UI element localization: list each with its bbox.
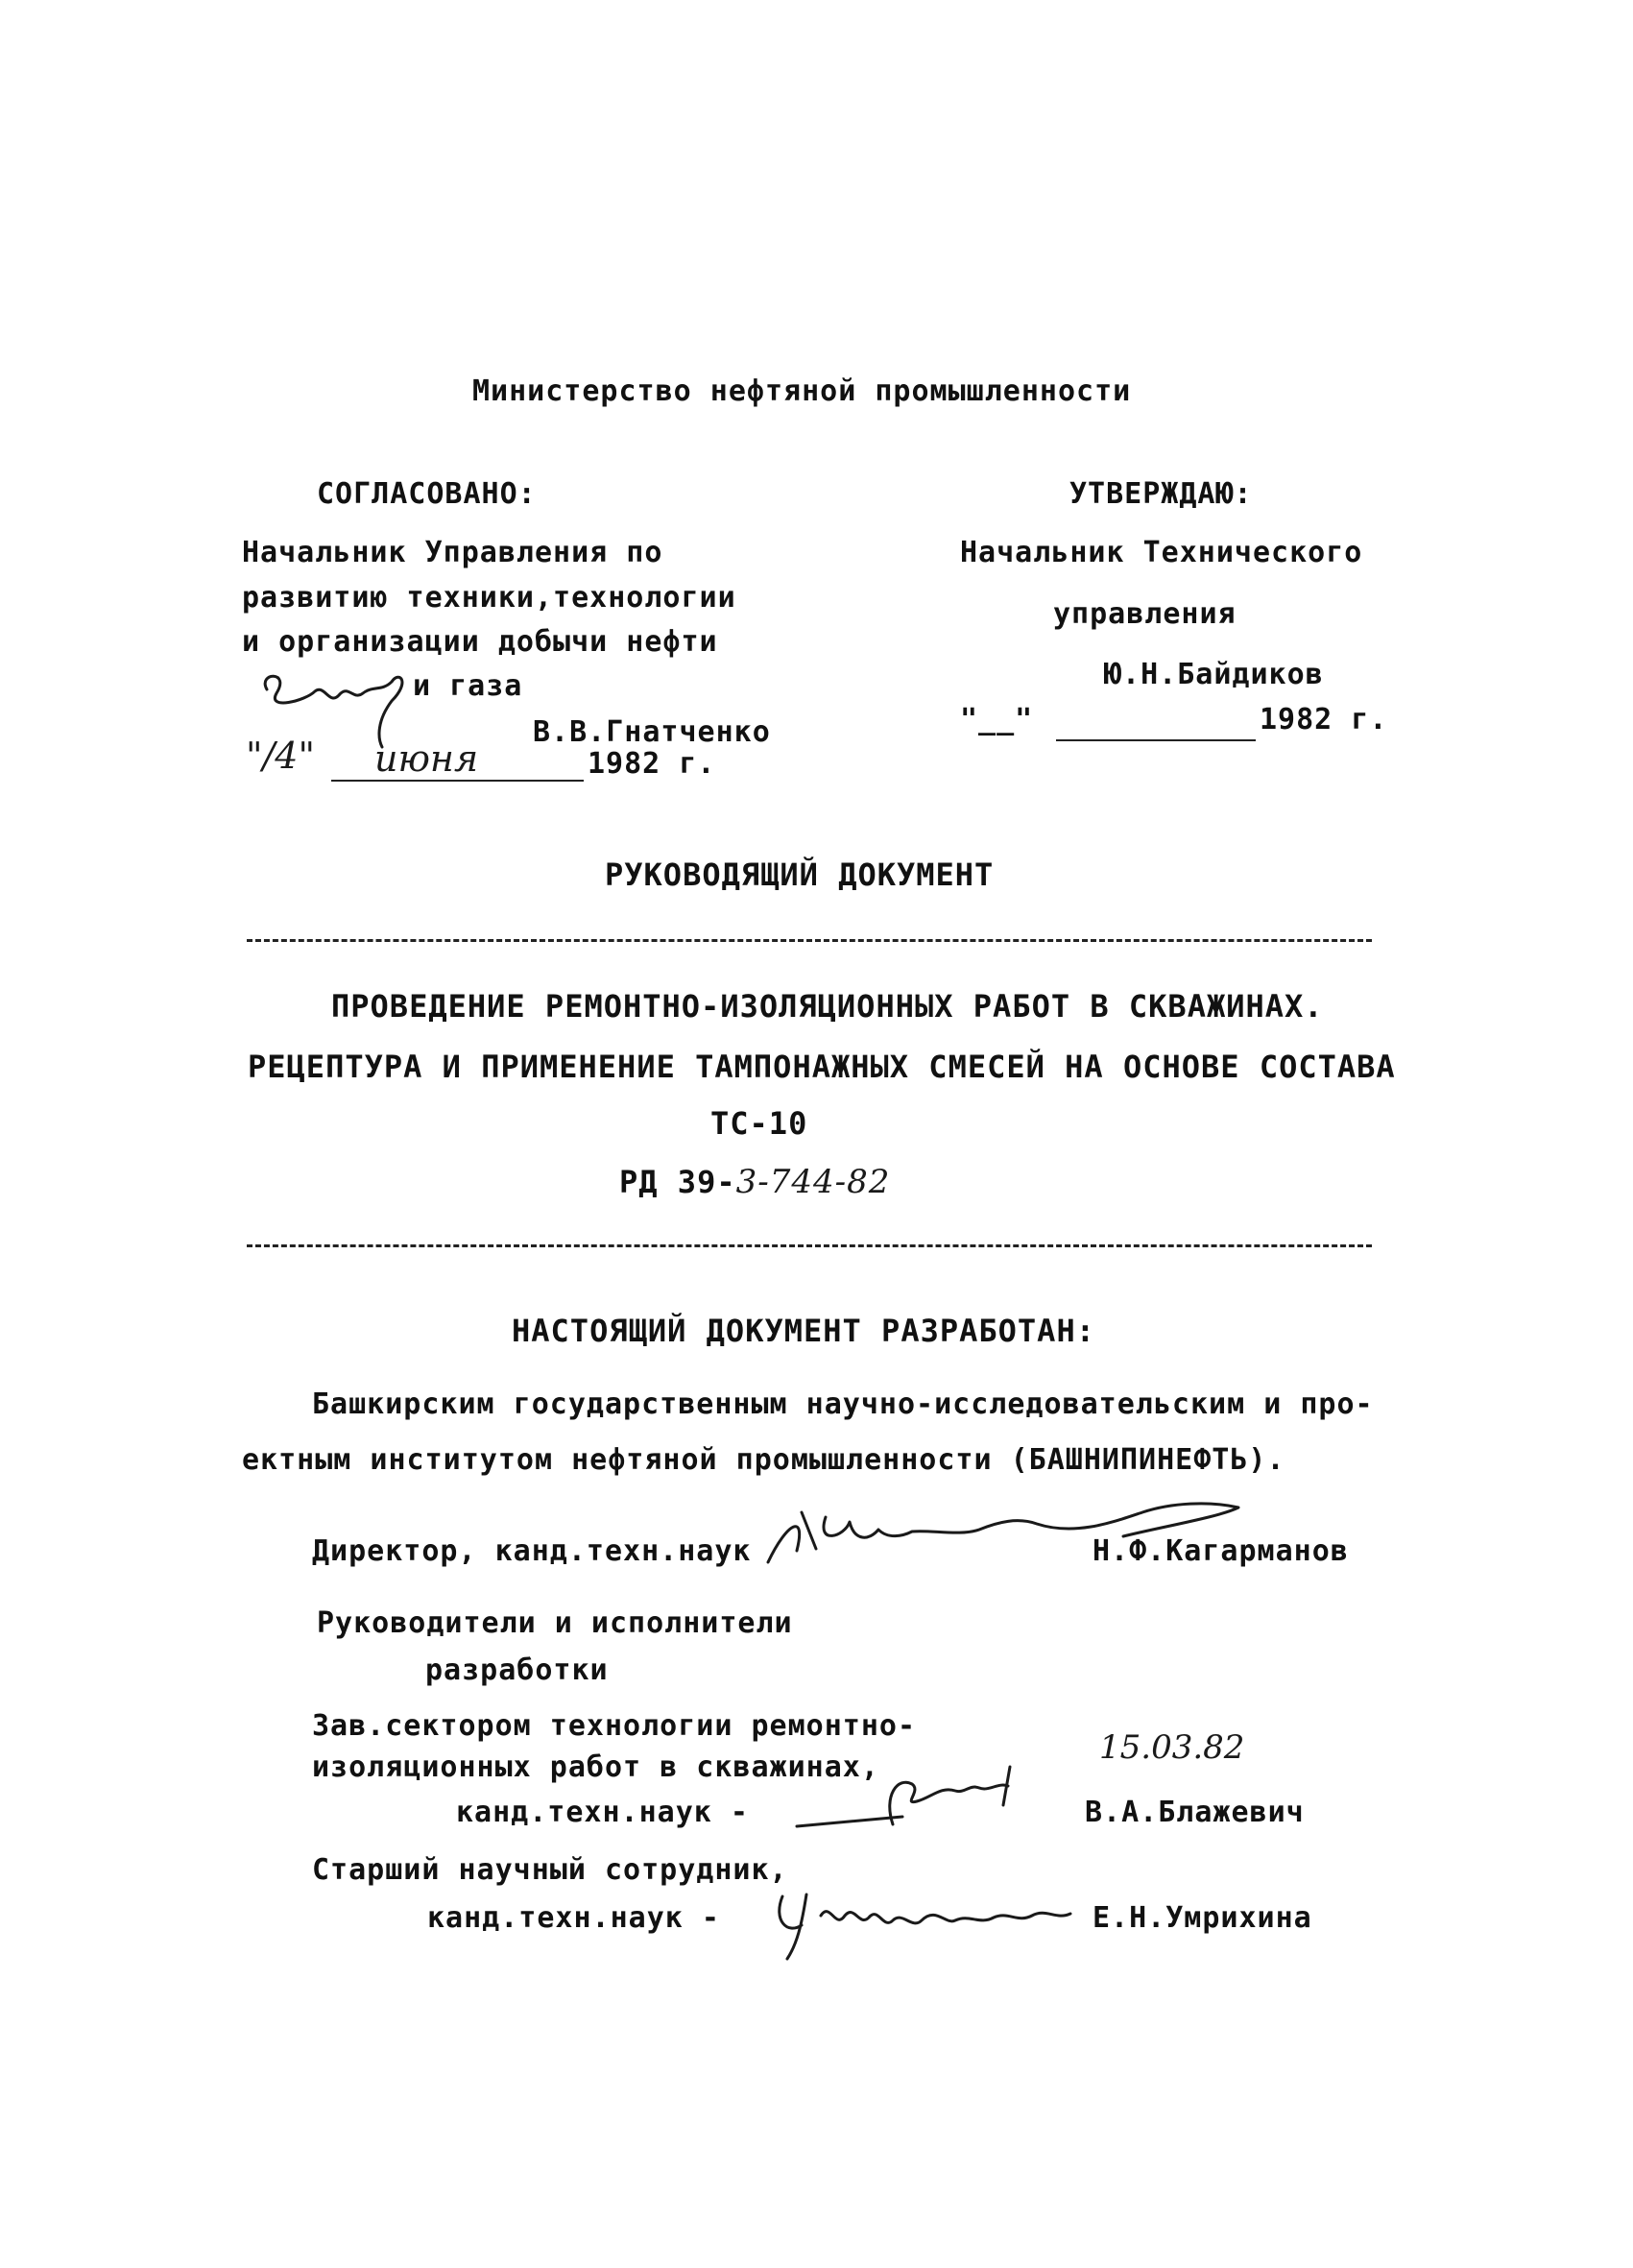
agreed-line-3: и организации добычи нефти	[242, 625, 718, 659]
director-title: Директор, канд.техн.наук	[312, 1534, 752, 1568]
developed-heading: НАСТОЯЩИЙ ДОКУМЕНТ РАЗРАБОТАН:	[512, 1313, 1095, 1349]
ministry-title: Министерство нефтяной промышленности	[472, 374, 1132, 408]
divider-bottom	[247, 1244, 1372, 1247]
blazhevich-signature	[787, 1738, 1094, 1834]
document-code	[619, 1165, 890, 1199]
approved-heading: УТВЕРЖДАЮ:	[1069, 477, 1253, 511]
head-line-2: изоляционных работ в скважинах,	[312, 1750, 879, 1784]
agreed-date-underline	[331, 780, 584, 782]
approved-line-2: управления	[1053, 597, 1237, 631]
head-line-1: Зав.сектором технологии ремонтно-	[312, 1709, 917, 1743]
approved-line-1: Начальник Технического	[960, 536, 1363, 569]
approved-date-underline	[1056, 739, 1256, 741]
agreed-line-2: развитию техники,технологии	[242, 581, 736, 615]
developed-body-2: ектным институтом нефтяной промышленности (БАШНИПИНЕФТЬ).	[242, 1443, 1285, 1477]
director-name: Н.Ф.Кагарманов	[1093, 1534, 1349, 1568]
leaders-line-2: разработки	[425, 1653, 609, 1687]
code-prefix: РД 39-	[619, 1164, 736, 1200]
leaders-line-1: Руководители и исполнители	[317, 1606, 793, 1640]
title-line-2: РЕЦЕПТУРА И ПРИМЕНЕНИЕ ТАМПОНАЖНЫХ СМЕСЕЙ НА ОСНОВЕ СОСТАВА	[248, 1049, 1396, 1085]
title-line-1: ПРОВЕДЕНИЕ РЕМОНТНО-ИЗОЛЯЦИОННЫХ РАБОТ В СКВАЖИНАХ.	[331, 988, 1324, 1025]
approved-date-quote: "__"	[960, 703, 1034, 736]
divider-top	[247, 939, 1372, 942]
approved-name: Ю.Н.Байдиков	[1104, 658, 1324, 691]
doc-type: РУКОВОДЯЩИЙ ДОКУМЕНТ	[605, 857, 995, 893]
agreed-line-4: и газа	[413, 669, 523, 703]
senior-line-2: канд.техн.наук -	[427, 1901, 720, 1935]
agreed-heading: СОГЛАСОВАНО:	[317, 477, 537, 511]
agreed-date-year: 1982 г.	[588, 747, 716, 781]
head-date: 15.03.82	[1099, 1728, 1245, 1767]
agreed-date-month: июня	[374, 737, 479, 780]
code-handwritten: 3-744-82	[735, 1163, 891, 1201]
head-line-3: канд.техн.наук -	[456, 1796, 749, 1829]
developed-body-1: Башкирским государственным научно-исследовательским и про-	[312, 1387, 1374, 1421]
senior-line-1: Старший научный сотрудник,	[312, 1853, 788, 1887]
senior-name: Е.Н.Умрихина	[1093, 1901, 1312, 1935]
approved-date-year: 1982 г.	[1260, 703, 1388, 736]
umrikhina-signature	[768, 1877, 1085, 1964]
agreed-line-1: Начальник Управления по	[242, 536, 663, 569]
agreed-name: В.В.Гнатченко	[533, 715, 771, 749]
head-name: В.А.Блажевич	[1085, 1796, 1305, 1829]
title-line-3: ТС-10	[710, 1105, 808, 1142]
agreed-date-day: "/4"	[246, 735, 315, 777]
